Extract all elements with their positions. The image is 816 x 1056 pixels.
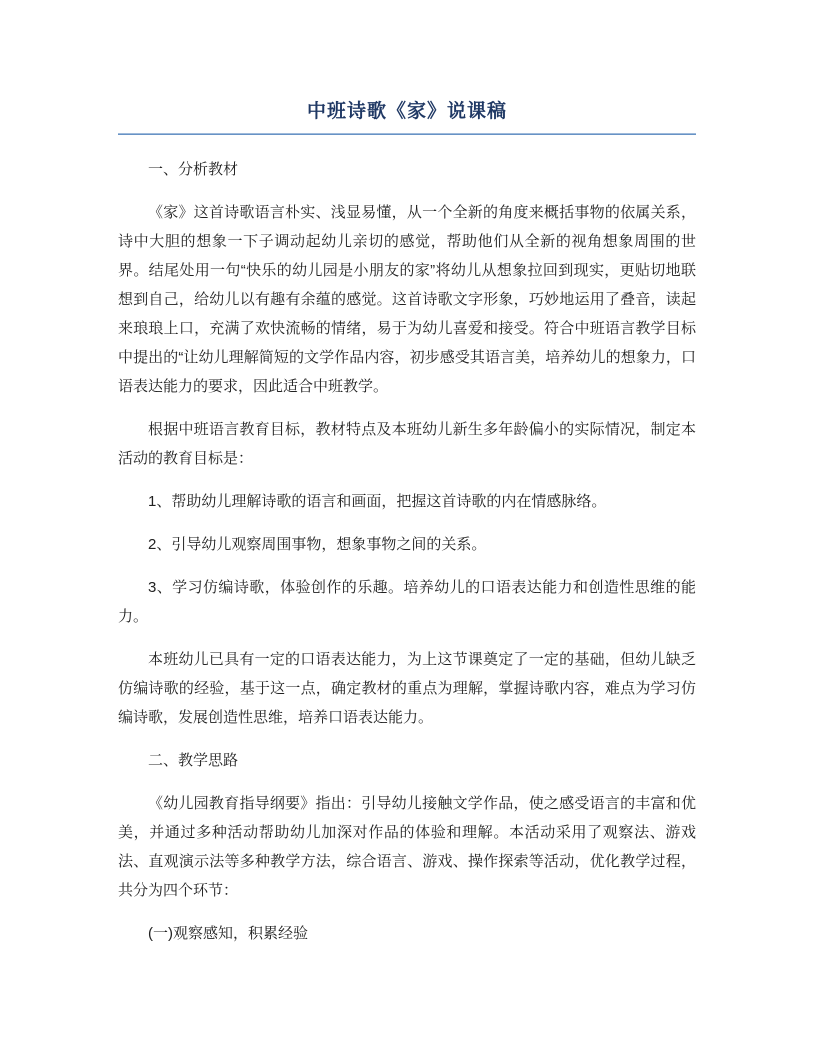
paragraph-poem-analysis: 《家》这首诗歌语言朴实、浅显易懂，从一个全新的角度来概括事物的依属关系，诗中大胆的想象一下子调动起幼儿亲切的感觉，帮助他们从全新的视角想象周围的世界。结尾处用一句“快乐的幼儿园是小朋友的家”将幼儿从想象拉回到现实，更贴切地联想到自己，给幼儿以有趣有余蕴的感觉。这首诗歌文字形象，巧妙地运用了叠音，读起来琅琅上口，充满了欢快流畅的情绪，易于为幼儿喜爱和接受。符合中班语言教学目标中提出的“让幼儿理解简短的文学作品内容，初步感受其语言美，培养幼儿的想象力，口语表达能力的要求，因此适合中班教学。 — [118, 204, 696, 395]
section-heading-teaching-approach: 二、教学思路 — [148, 752, 239, 769]
paragraph-step-one: (一)观察感知，积累经验 — [148, 925, 308, 942]
paragraph-class-basis: 本班幼儿已具有一定的口语表达能力，为上这节课奠定了一定的基础，但幼儿缺乏仿编诗歌的经验，基于这一点，确定教材的重点为理解，掌握诗歌内容，难点为学习仿编诗歌，发展创造性思维，培养口语表达能力。 — [118, 651, 696, 726]
list-item-goal-2: 2、引导幼儿观察周围事物，想象事物之间的关系。 — [148, 536, 487, 553]
list-item-goal-3: 3、学习仿编诗歌，体验创作的乐趣。培养幼儿的口语表达能力和创造性思维的能力。 — [118, 579, 696, 625]
section-heading-analyze-material: 一、分析教材 — [148, 161, 239, 178]
title-divider — [118, 133, 696, 135]
list-item-goal-1: 1、帮助幼儿理解诗歌的语言和画面，把握这首诗歌的内在情感脉络。 — [148, 493, 607, 510]
paragraph-teaching-methods: 《幼儿园教育指导纲要》指出：引导幼儿接触文学作品，使之感受语言的丰富和优美，并通过多种活动帮助幼儿加深对作品的体验和理解。本活动采用了观察法、游戏法、直观演示法等多种教学方法，综合语言、游戏、操作探索等活动，优化教学过程，共分为四个环节： — [118, 795, 696, 899]
document-title: 中班诗歌《家》说课稿 — [306, 101, 507, 122]
document-body — [118, 155, 696, 948]
paragraph-goal-intro: 根据中班语言教育目标，教材特点及本班幼儿新生多年龄偏小的实际情况，制定本活动的教育目标是： — [118, 421, 696, 467]
